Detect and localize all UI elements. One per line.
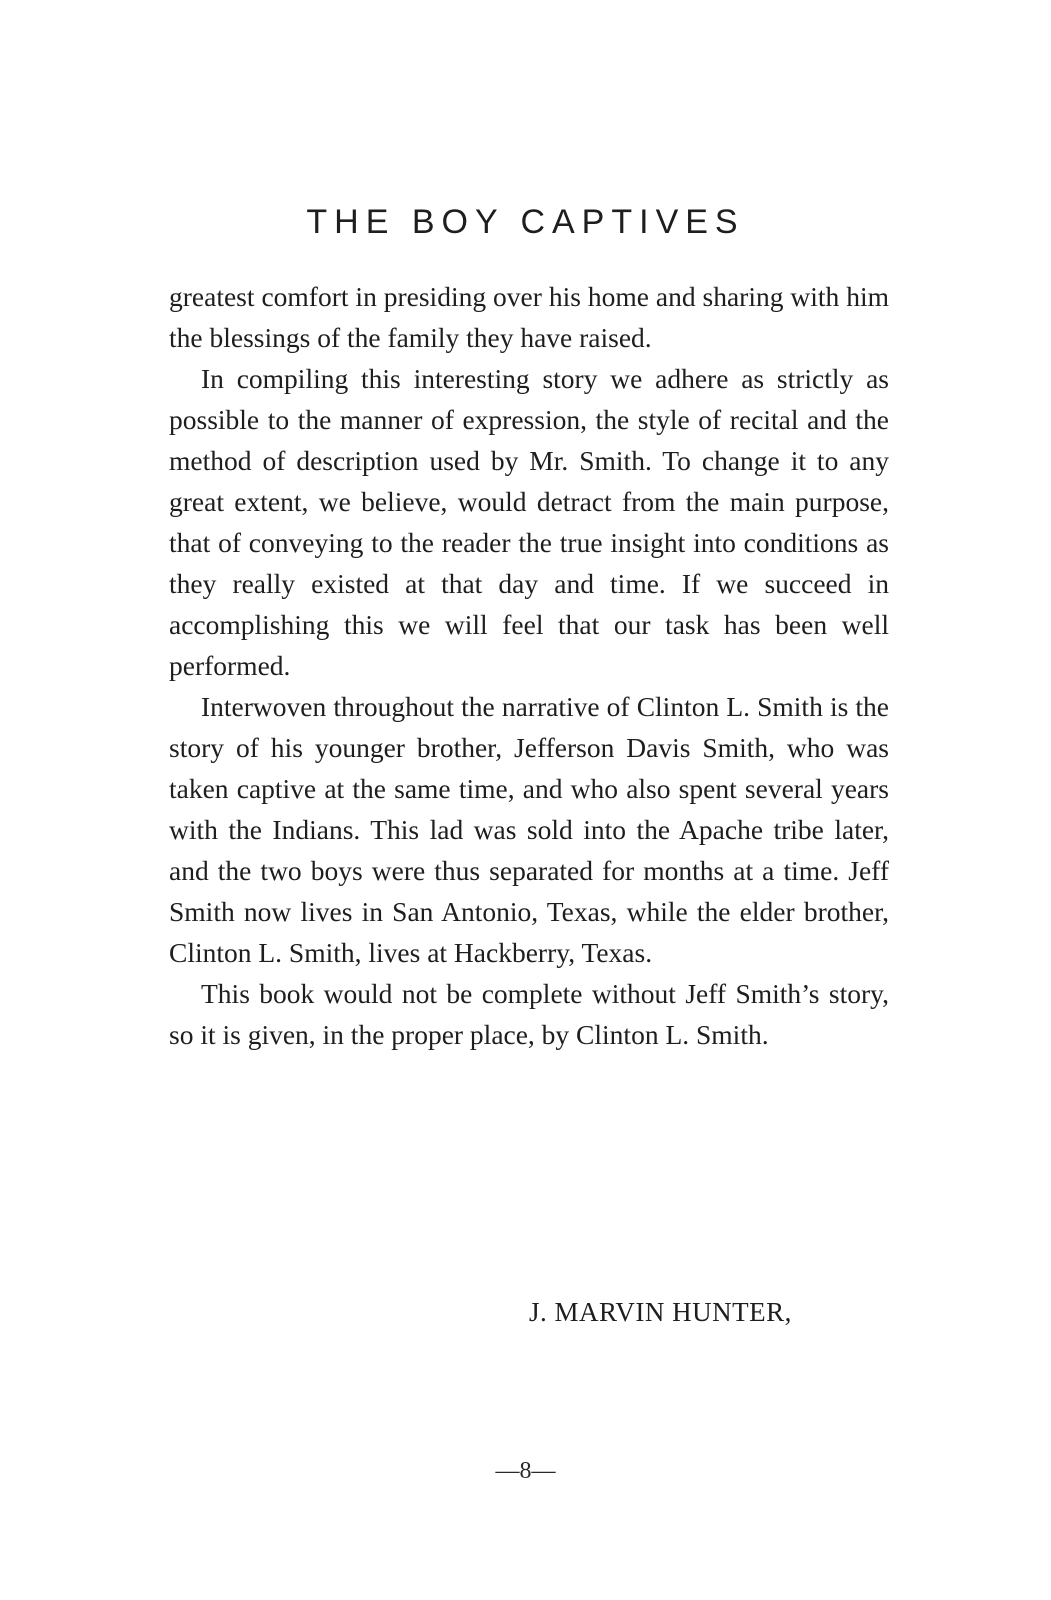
running-head: THE BOY CAPTIVES <box>306 203 745 241</box>
paragraph: In compiling this interesting story we adhere as strictly as possible to the manner of expression, the style of recital and the method of description used by Mr. Smith. To change it to any great extent, we believe, would detract from the main purpose, that of conveying to the reader the true insight into conditions as they really existed at that day and time. If we succeed in accomplishing this we will feel that our task has been well performed. <box>169 363 889 681</box>
paragraph: Interwoven throughout the narrative of Clinton L. Smith is the story of his younger brother, Jefferson Davis Smith, who was taken captive at the same time, and who also spent several years with the Indians. This lad was sold into the Apache tribe later, and the two boys were thus separated for months at a time. Jeff Smith now lives in San Antonio, Texas, while the elder brother, Clinton L. Smith, lives at Hackberry, Texas. <box>169 691 889 968</box>
paragraph: greatest comfort in presiding over his home and sharing with him the blessings of the family they have raised. <box>169 281 889 353</box>
page-number: —8— <box>495 1458 556 1484</box>
paragraph: This book would not be complete without Jeff Smith’s story, so it is given, in the proper place, by Clinton L. Smith. <box>169 978 889 1050</box>
author-signature: J. MARVIN HUNTER, <box>529 1297 792 1327</box>
body-text <box>169 276 889 1055</box>
